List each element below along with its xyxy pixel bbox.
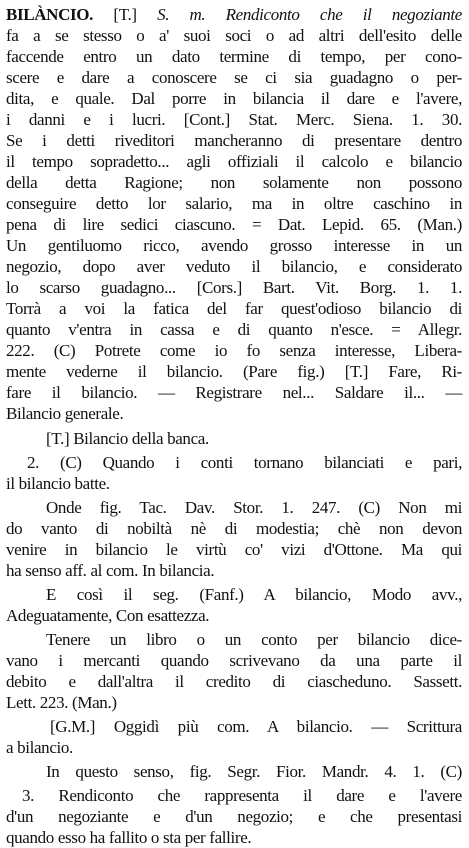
text-line-10: conseguire detto lor salario, ma in oltre caschino in (6, 194, 462, 213)
text-line-19: fare il bilancio. — Registrare nel... Saldare il... — (6, 383, 462, 402)
text-line-34: [G.M.] Oggidì più com. A bilancio. — Scrittura (50, 717, 462, 736)
text-line-16: quanto v'entra in cassa e di quanto n'esce. = Allegr. (6, 320, 462, 339)
text-line-3: faccende entro un dato termine di tempo, per cono- (6, 47, 462, 66)
text-line-18: mente vederne il bilancio. (Pare fig.) [T.] Fare, Ri- (6, 362, 462, 381)
text-line-26: venire in bilancio le virtù co' vizi d'Ottone. Ma qui (6, 540, 462, 559)
text-line-4: scere e dare a conoscere se ci sia guadagno o per- (6, 68, 462, 87)
text-line-27: ha senso aff. al com. In bilancia. (6, 561, 215, 580)
text-line-11: pena di lire sedici ciascuno. = Dat. Lepid. 65. (Man.) (6, 215, 462, 234)
text-line-39: quando esso ha fallito o sta per fallire. (6, 828, 252, 847)
text-line-9: della detta Ragione; non solamente non possono (6, 173, 462, 192)
text-line-24: Onde fig. Tac. Dav. Stor. 1. 247. (C) Non mi (46, 498, 462, 517)
text-line-28: E così il seg. (Fanf.) A bilancio, Modo avv., (46, 585, 462, 604)
text-line-13: negozio, dopo aver veduto il bilancio, e considerato (6, 257, 462, 276)
text-line-25: do vanto di nobiltà nè di modestia; chè non devon (6, 519, 462, 538)
text-line-30: Tenere un libro o un conto per bilancio dice- (46, 630, 462, 649)
text-line-31: vano i mercanti quando scrivevano da una parte il (6, 651, 462, 670)
text-line-6: i danni e i lucri. [Cont.] Stat. Merc. Siena. 1. 30. (6, 110, 462, 129)
text-line-35: a bilancio. (6, 738, 73, 757)
text-line-2: fa a se stesso o a' suoi soci o ad altri dell'esito delle (6, 26, 462, 45)
text-line-22: 2. (C) Quando i conti tornano bilanciati e pari, (27, 453, 462, 472)
text-line-20: Bilancio generale. (6, 404, 124, 423)
text-line-37: 3. Rendiconto che rappresenta il dare e l'avere (22, 786, 462, 805)
text-line-8: il tempo sopradetto... agli offiziali il calcolo e bilancio (6, 152, 462, 171)
text-line-1: BILÀNCIO. [T.] S. m. Rendiconto che il negoziante (6, 5, 462, 24)
text-line-17: 222. (C) Potrete come io fo senza interesse, Libera- (6, 341, 462, 360)
text-line-15: Torrà a voi la fatica del far quest'odioso bilancio di (6, 299, 462, 318)
text-line-33: Lett. 223. (Man.) (6, 693, 117, 712)
text-line-5: dita, e quale. Dal porre in bilancia il dare e l'avere, (6, 89, 462, 108)
text-line-32: debito e dall'altra il credito di ciascheduno. Sassett. (6, 672, 462, 691)
text-line-14: lo scarso guadagno... [Cors.] Bart. Vit. Borg. 1. 1. (6, 278, 462, 297)
text-line-23: il bilancio batte. (6, 474, 110, 493)
text-line-36: In questo senso, fig. Segr. Fior. Mandr. 4. 1. (C) (46, 762, 462, 781)
text-line-21: [T.] Bilancio della banca. (46, 429, 209, 448)
text-line-12: Un gentiluomo ricco, avendo grosso interesse in un (6, 236, 462, 255)
text-line-38: d'un negoziante e d'un negozio; e che presentasi (6, 807, 462, 826)
text-line-29: Adeguatamente, Con esattezza. (6, 606, 210, 625)
text-line-7: Se i detti riveditori mancheranno di presentare dentro (6, 131, 462, 150)
